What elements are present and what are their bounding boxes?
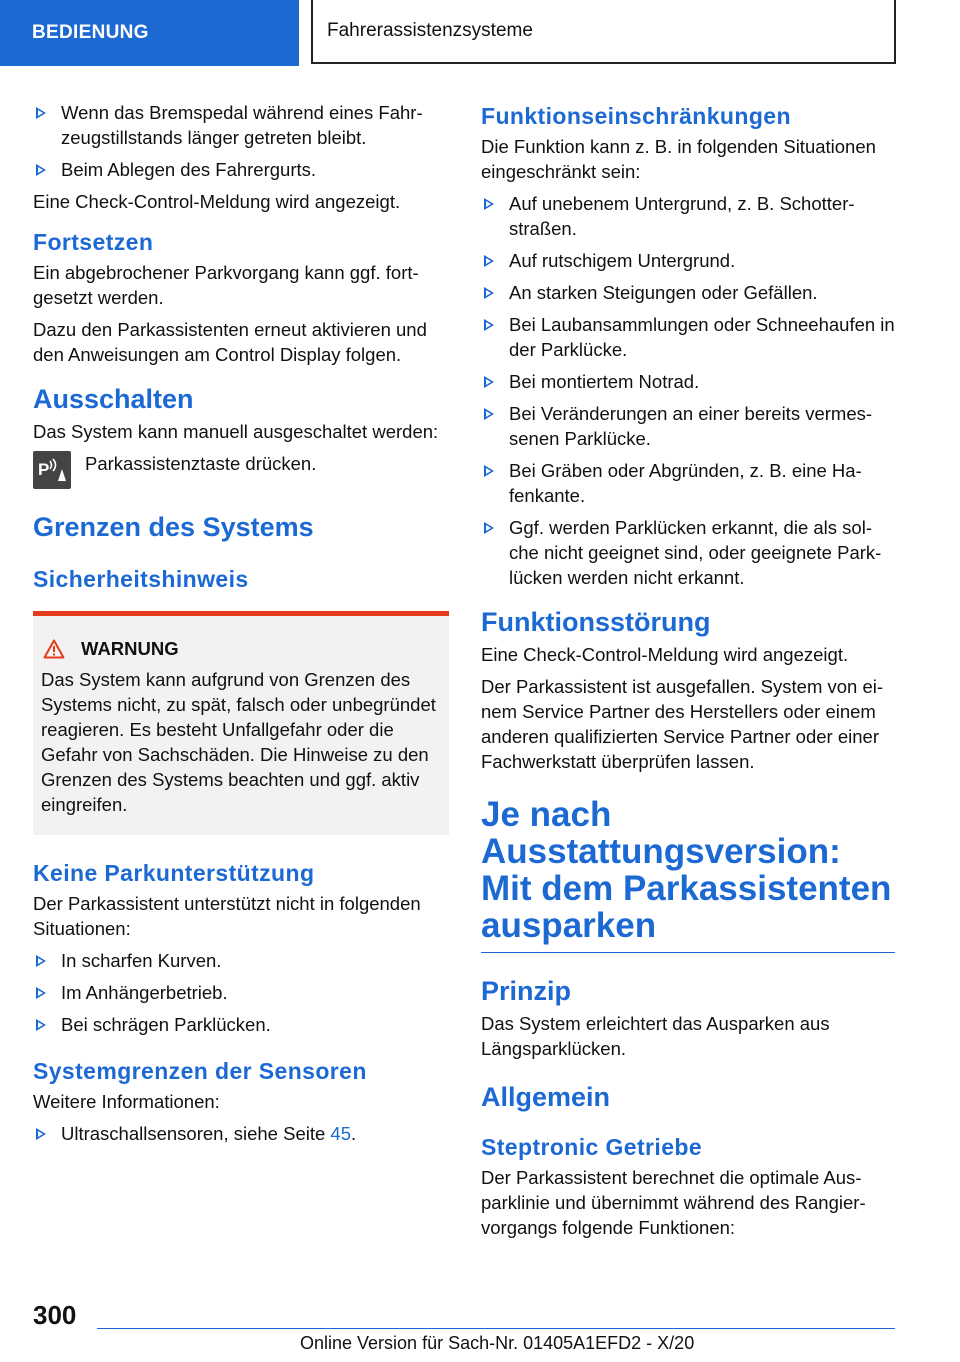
bullet-list-stop-conditions (33, 100, 449, 182)
paragraph: Die Funktion kann z. B. in folgenden Situationen eingeschränkt sein: (481, 136, 876, 182)
warning-title-text: WARNUNG (81, 638, 179, 659)
bullet-end: . (351, 1123, 357, 1144)
list-item: Bei Laubansammlungen oder Schneehaufen in der Parklücke. (481, 312, 895, 362)
instruction-text: Parkassistenztaste drücken. (85, 453, 317, 474)
list-item: Wenn das Bremspedal während eines Fahrzeugstillstands länger getreten bleibt. (33, 100, 449, 150)
warning-triangle-icon (43, 639, 65, 659)
list-item: Auf rutschigem Untergrund. (481, 248, 895, 273)
paragraph: Weitere Informationen: (33, 1091, 220, 1112)
section-label: BEDIENUNG (32, 22, 149, 43)
bullet-list-no-support (33, 948, 449, 1037)
paragraph: Der Parkassistent ist ausgefallen. System von einem Service Partner des Herstellers oder einem anderen qualifizierten Service Partner oder einer Fachwerkstatt überprüfen lassen. (481, 676, 884, 772)
right-column (481, 100, 895, 1247)
title-divider (481, 952, 895, 953)
list-item: Auf unebenem Untergrund, z. B. Schotterstraßen. (481, 191, 895, 241)
bullet-list-restrictions (481, 191, 895, 590)
heading-ausschalten: Ausschalten (33, 384, 194, 414)
heading-allgemein: Allgemein (481, 1082, 611, 1112)
warning-text: Das System kann aufgrund von Grenzen des Systems nicht, zu spät, falsch oder unbegründet reagieren. Es besteht Unfallgefahr oder die Gefahr von Sachschäden. Die Hinweise zu den Grenzen des Systems beachten und ggf. aktiv eingreifen. (41, 669, 436, 815)
section-tab (0, 0, 299, 66)
paragraph: Das System kann manuell ausgeschaltet werden: (33, 421, 439, 442)
chapter-header (311, 0, 896, 64)
bullet-text: Ultraschallsensoren, siehe Seite (61, 1123, 331, 1144)
svg-text:P: P (38, 460, 50, 479)
list-item: Beim Ablegen des Fahrergurts. (33, 157, 449, 182)
heading-sicherheitshinweis: Sicherheitshinweis (33, 566, 249, 592)
page-number: 300 (33, 1300, 77, 1330)
list-item: In scharfen Kurven. (33, 948, 449, 973)
paragraph: Der Parkassistent unterstützt nicht in folgenden Situationen: (33, 893, 421, 939)
heading-funktionsstoerung: Funktionsstörung (481, 607, 711, 637)
heading-grenzen: Grenzen des Systems (33, 512, 314, 542)
page-reference-link[interactable]: 45 (330, 1123, 351, 1144)
list-item: Bei montiertem Notrad. (481, 369, 895, 394)
heading-funktionseinschraenkungen: Funktionseinschränkungen (481, 103, 791, 129)
heading-systemgrenzen-sensoren: Systemgrenzen der Sensoren (33, 1058, 367, 1084)
heading-steptronic: Steptronic Getriebe (481, 1134, 703, 1160)
list-item: Im Anhängerbetrieb. (33, 980, 449, 1005)
park-assist-button-instruction (33, 451, 449, 489)
park-assist-button-icon (33, 451, 71, 489)
footer-text: Online Version für Sach-Nr. 01405A1EFD2 - X/20 (300, 1333, 695, 1353)
footer-divider (97, 1328, 895, 1329)
list-item: An starken Steigungen oder Gefällen. (481, 280, 895, 305)
check-control-text: Eine Check-Control-Meldung wird angezeigt. (33, 191, 401, 212)
paragraph: Eine Check-Control-Meldung wird angezeigt. (481, 644, 849, 665)
chapter-label: Fahrerassistenzsysteme (327, 20, 533, 41)
heading-keine-parkunterstuetzung: Keine Parkunterstützung (33, 860, 315, 886)
heading-fortsetzen: Fortsetzen (33, 229, 154, 255)
list-item: Ggf. werden Parklücken erkannt, die als solche nicht geeignet sind, oder geeignete Parklücken werden nicht erkannt. (481, 515, 895, 590)
paragraph: Dazu den Parkassistenten erneut aktivieren und den Anweisungen am Control Display folgen. (33, 319, 427, 365)
bullet-list-sensors (33, 1121, 449, 1146)
chapter-title: Je nach Ausstattungsversion: Mit dem Parkassistenten ausparken (481, 795, 892, 945)
warning-box (33, 611, 449, 835)
list-item: Bei Veränderungen an einer bereits vermessenen Parklücke. (481, 401, 895, 451)
list-item (33, 1121, 449, 1146)
warning-title (41, 636, 441, 661)
left-column (33, 100, 449, 1153)
paragraph: Das System erleichtert das Ausparken aus Längsparklücken. (481, 1013, 830, 1059)
paragraph: Der Parkassistent berechnet die optimale Ausparklinie und übernimmt während des Rangiervorgangs folgende Funktionen: (481, 1167, 866, 1238)
list-item: Bei Gräben oder Abgründen, z. B. eine Hafenkante. (481, 458, 895, 508)
paragraph: Ein abgebrochener Parkvorgang kann ggf. fortgesetzt werden. (33, 262, 419, 308)
heading-prinzip: Prinzip (481, 976, 572, 1006)
list-item: Bei schrägen Parklücken. (33, 1012, 449, 1037)
